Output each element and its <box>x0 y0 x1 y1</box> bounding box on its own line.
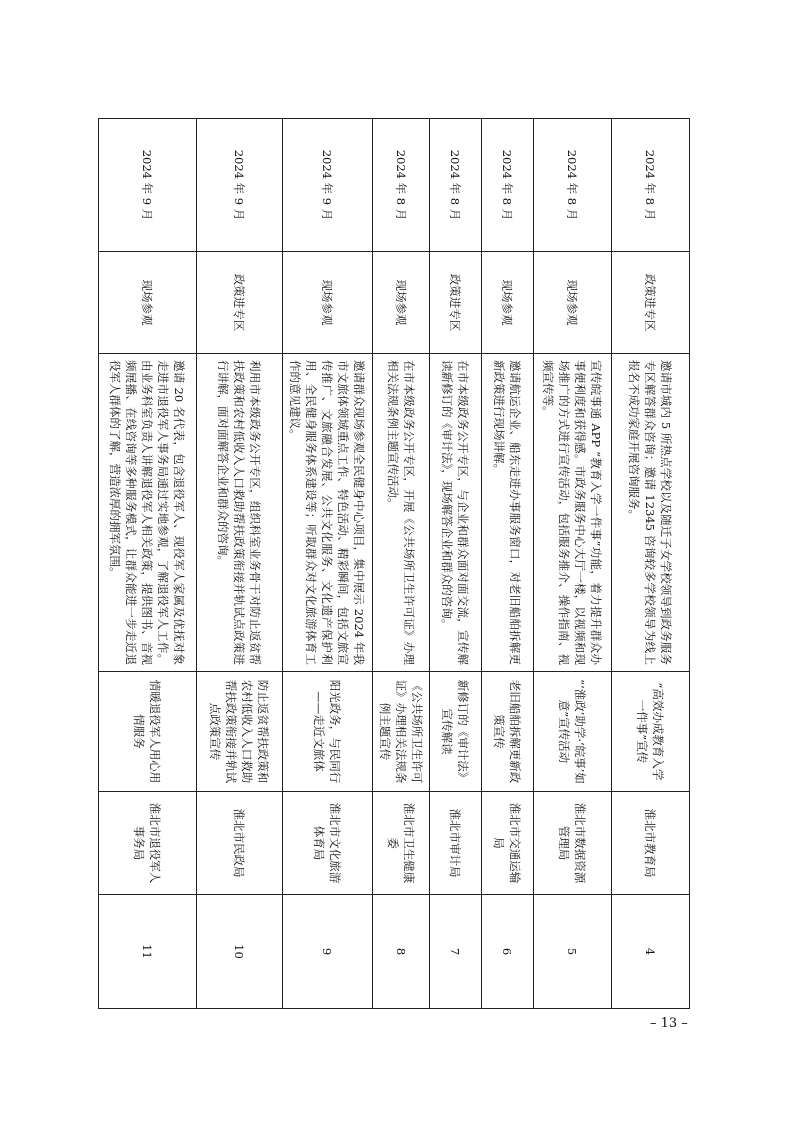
table-row <box>430 119 482 1009</box>
row-number-cell: 6 <box>482 895 534 1009</box>
date-cell: 2024 年 8 月 <box>534 119 612 252</box>
description-cell: 邀请群众现场参观全民健身中心项目，集中展示 2024 年我市文旅体领域重点工作、特色活动、精彩瞬间，包括文旅宣传推广、文旅融合发展、公共文化服务、文化遗产保护利用、全民健身服务体系建设等；听取群众对文化旅游体育工作的意见建议。 <box>283 354 373 672</box>
page-number: – 13 – <box>650 1016 688 1031</box>
date-cell: 2024 年 8 月 <box>373 119 430 252</box>
form-cell: 政策进专区 <box>612 252 690 354</box>
unit-cell: 淮北市交通运输局 <box>482 792 534 895</box>
row-number-cell: 4 <box>612 895 690 1009</box>
rotated-table-region <box>104 118 690 1008</box>
form-cell: 现场参观 <box>373 252 430 354</box>
activity-table <box>98 118 690 1009</box>
unit-cell: 淮北市卫生健康委 <box>373 792 430 895</box>
row-number-cell: 9 <box>283 895 373 1009</box>
description-cell: 在市本级政务公开专区，与企业和群众面对面交流，宣传解读新修订的《审计法》，现场解答企业和群众的咨询。 <box>430 354 482 672</box>
date-cell: 2024 年 8 月 <box>430 119 482 252</box>
unit-cell: 淮北市数据资源管理局 <box>534 792 612 895</box>
activity-cell: 《公共场所卫生许可证》办理相关法规条例主题宣传 <box>373 672 430 792</box>
date-cell: 2024 年 9 月 <box>197 119 283 252</box>
unit-cell: 淮北市教育局 <box>612 792 690 895</box>
date-cell: 2024 年 9 月 <box>283 119 373 252</box>
date-cell: 2024 年 8 月 <box>612 119 690 252</box>
row-number-cell: 7 <box>430 895 482 1009</box>
form-cell: 现场参观 <box>99 252 197 354</box>
form-cell: 政策进专区 <box>197 252 283 354</box>
table-row <box>373 119 430 1009</box>
table-row <box>197 119 283 1009</box>
activity-cell: 情暖退役军人用心用情服务 <box>99 672 197 792</box>
unit-cell: 淮北市退役军人事务局 <box>99 792 197 895</box>
description-cell: 在市本级政务公开专区，开展《公共场所卫生许可证》办理相关法规条例主题宣传活动。 <box>373 354 430 672</box>
description-cell: 利用市本级政务公开专区，组织科室业务骨干对防止返贫帮扶政策和农村低收入人口救助帮扶政策衔接并轨试点政策进行讲解，面对面解答企业和群众的咨询。 <box>197 354 283 672</box>
date-cell: 2024 年 8 月 <box>482 119 534 252</box>
table-row <box>534 119 612 1009</box>
unit-cell: 淮北市民政局 <box>197 792 283 895</box>
activity-cell: 防止返贫帮扶政策和农村低收入人口救助帮扶政策衔接并轨试点政策宣传 <box>197 672 283 792</box>
activity-cell: 新修订的《审计法》宣传解读 <box>430 672 482 792</box>
description-cell: 邀请 20 名代表，包含退役军人、现役军人家属及优抚对象走进市退役军人事务局通过实地参观，了解退役军人工作。由业务科室负责人讲解退役军人相关政策，提供图书、音视频展播、在线咨询等多种服务模式，让群众能进一步走近退役军人群体的了解，营造浓厚的拥军氛围。 <box>99 354 197 672</box>
form-cell: 政策进专区 <box>430 252 482 354</box>
table-row <box>612 119 690 1009</box>
description-cell: 宣传皖事通 APP “教育入学一件事”功能，着力提升群众办事便利度和获得感。市政务服务中心大厅一楼，以视频和现场推广的方式进行宣传活动，包括服务推介、操作指南、视频宣传等。 <box>534 354 612 672</box>
table-row <box>283 119 373 1009</box>
unit-cell: 淮北市文化旅游体育局 <box>283 792 373 895</box>
row-number-cell: 8 <box>373 895 430 1009</box>
row-number-cell: 11 <box>99 895 197 1009</box>
form-cell: 现场参观 <box>534 252 612 354</box>
table-row <box>99 119 197 1009</box>
description-cell: 邀请市城内 5 所热点学校以及随迁子女学校领导到政务服务专区解答群众咨询；邀请 12345 咨询较多学校领导为线上报名不成功家庭开展咨询服务。 <box>612 354 690 672</box>
table-row <box>482 119 534 1009</box>
activity-cell: “‘淮政’助学·‘皖事’如意”宣传活动 <box>534 672 612 792</box>
date-cell: 2024 年 9 月 <box>99 119 197 252</box>
activity-cell: 阳光政务，与民同行——走近文旅体 <box>283 672 373 792</box>
description-cell: 邀请航运企业、船东走进办事服务窗口，对老旧船舶拆解更新政策进行现场讲解。 <box>482 354 534 672</box>
unit-cell: 淮北市审计局 <box>430 792 482 895</box>
form-cell: 现场参观 <box>283 252 373 354</box>
activity-cell: 老旧船舶拆解更新政策宣传 <box>482 672 534 792</box>
row-number-cell: 10 <box>197 895 283 1009</box>
row-number-cell: 5 <box>534 895 612 1009</box>
activity-cell: “高效办成教育入学一件事”宣传 <box>612 672 690 792</box>
form-cell: 现场参观 <box>482 252 534 354</box>
